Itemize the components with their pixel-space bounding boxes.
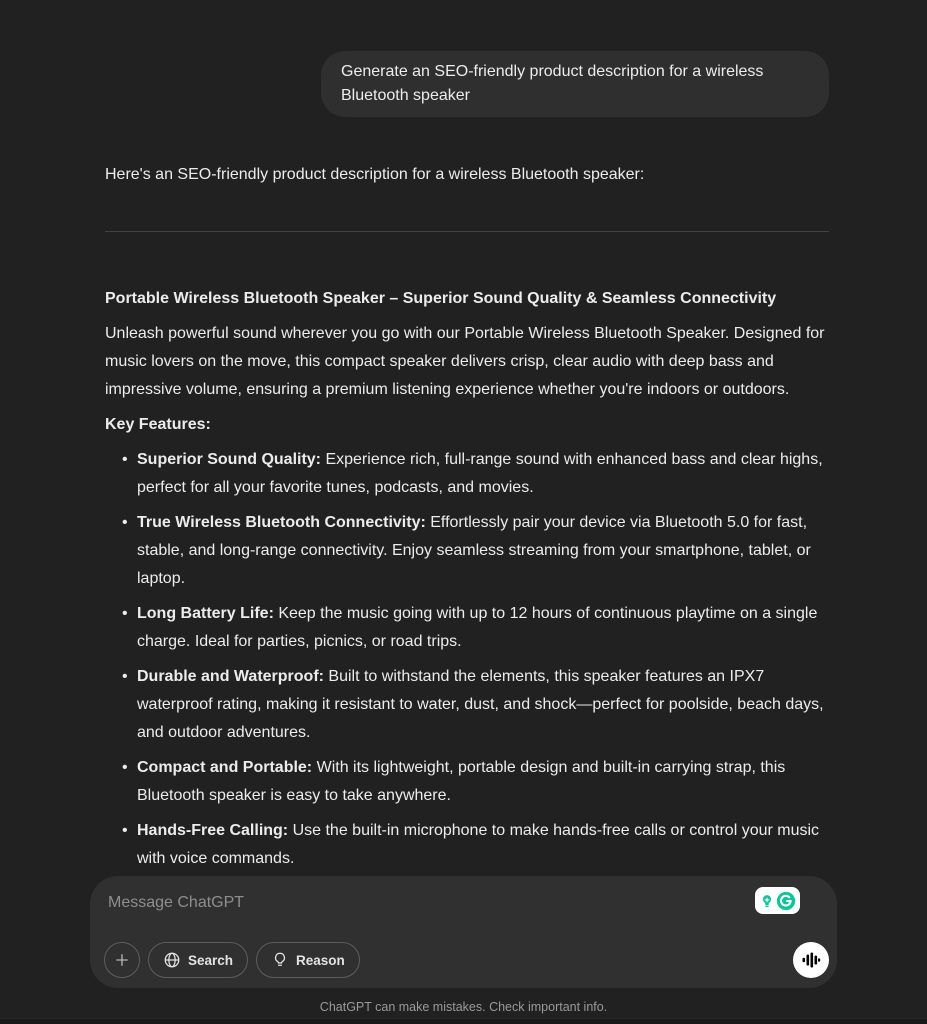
feature-title: Hands-Free Calling:	[137, 822, 289, 839]
feature-text: Experience rich, full-range sound with enhanced bass and clear highs, perfect for all your favorite tunes, podcasts, and movies.	[137, 451, 823, 496]
product-description-paragraph: Unleash powerful sound wherever you go with our Portable Wireless Bluetooth Speaker. Designed for music lovers on the move, this compact speaker delivers crisp, clear audio with deep bass and impressive volume, ensuring a premium listening experience whether you're indoors or outdoors.	[105, 325, 825, 398]
feature-item	[137, 446, 829, 502]
user-message-row	[105, 51, 829, 117]
divider	[105, 231, 829, 232]
search-button[interactable]	[148, 942, 248, 978]
grammarly-extension-widget[interactable]	[755, 887, 800, 914]
feature-title: True Wireless Bluetooth Connectivity:	[137, 514, 426, 531]
user-message-bubble	[321, 51, 829, 117]
grammarly-logo-icon[interactable]	[776, 891, 796, 911]
feature-text: Use the built-in microphone to make hands-free calls or control your music with voice commands.	[137, 822, 820, 867]
plus-icon	[113, 951, 131, 969]
lightbulb-icon	[271, 951, 289, 969]
product-title-heading: Portable Wireless Bluetooth Speaker – Superior Sound Quality & Seamless Connectivity	[105, 290, 777, 307]
assistant-intro-text: Here's an SEO-friendly product description for a wireless Bluetooth speaker:	[105, 166, 645, 183]
feature-item	[137, 754, 829, 810]
voice-waveform-icon	[801, 950, 821, 970]
feature-item	[137, 600, 829, 656]
attach-button[interactable]	[104, 942, 140, 978]
feature-text: Effortlessly pair your device via Bluetooth 5.0 for fast, stable, and long-range connectivity. Enjoy seamless streaming from your smartphone, tablet, or laptop.	[137, 514, 811, 587]
feature-item	[137, 817, 829, 873]
feature-title: Compact and Portable:	[137, 759, 313, 776]
user-message-text: Generate an SEO-friendly product description for a wireless Bluetooth speaker	[341, 63, 764, 104]
feature-list	[105, 446, 829, 873]
feature-text: Built to withstand the elements, this speaker features an IPX7 waterproof rating, making it resistant to water, dust, and shock—perfect for poolside, beach days, and outdoor adventures.	[137, 668, 824, 741]
voice-mode-button[interactable]	[793, 942, 829, 978]
assistant-message	[105, 161, 829, 873]
composer-toolbar	[104, 942, 829, 978]
feature-title: Long Battery Life:	[137, 605, 274, 622]
grammarly-suggestion-bulb-icon[interactable]	[760, 894, 774, 908]
composer	[90, 876, 837, 988]
reason-button-label: Reason	[296, 952, 345, 968]
footer-disclaimer: ChatGPT can make mistakes. Check important info.	[319, 1000, 608, 1014]
feature-title: Durable and Waterproof:	[137, 668, 324, 685]
feature-text: With its lightweight, portable design and built-in carrying strap, this Bluetooth speaker is easy to take anywhere.	[137, 759, 786, 804]
feature-text: Keep the music going with up to 12 hours of continuous playtime on a single charge. Ideal for parties, picnics, or road trips.	[137, 605, 818, 650]
search-button-label: Search	[188, 952, 234, 968]
chat-thread	[105, 0, 829, 880]
message-input[interactable]	[108, 889, 628, 917]
globe-icon	[163, 951, 181, 969]
key-features-label: Key Features:	[105, 416, 211, 433]
reason-button[interactable]	[256, 942, 360, 978]
feature-item	[137, 663, 829, 747]
feature-title: Superior Sound Quality:	[137, 451, 322, 468]
feature-item	[137, 509, 829, 593]
window-bottom-edge	[0, 1018, 927, 1024]
